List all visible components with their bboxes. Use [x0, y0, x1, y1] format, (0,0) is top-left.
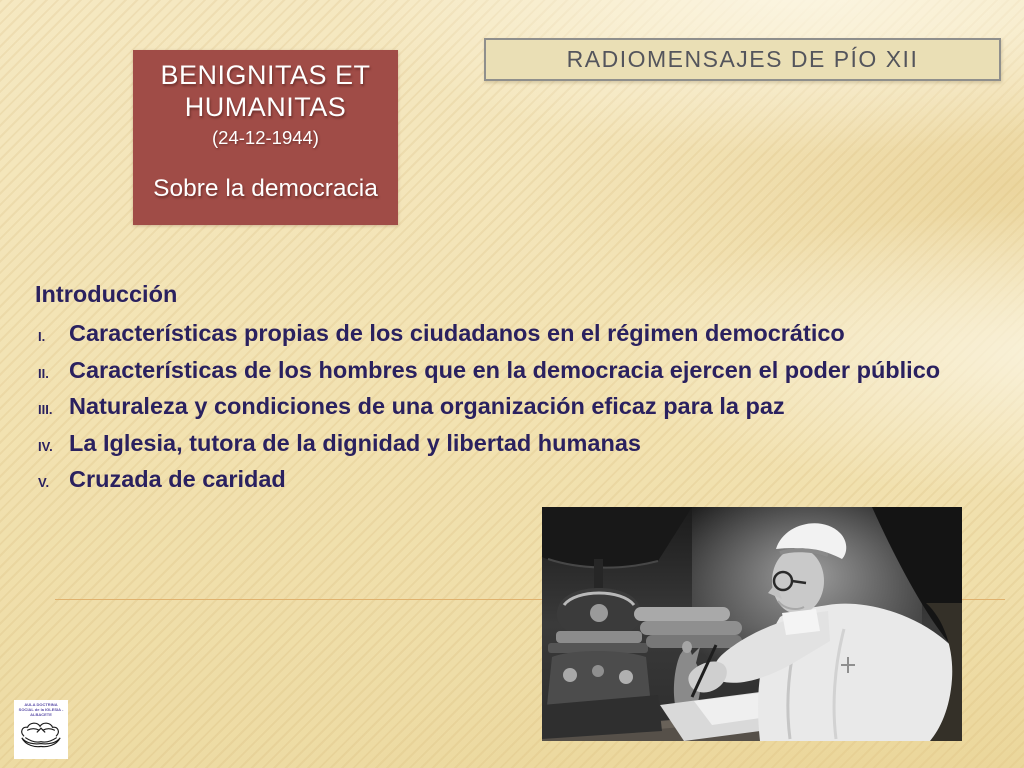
outline-item-5	[35, 462, 1020, 499]
aula-logo-text	[14, 702, 68, 717]
outline-item-5-text: Cruzada de caridad	[69, 466, 286, 493]
pope-pius-xii-photo	[542, 507, 962, 741]
cupped-hands-icon	[18, 718, 64, 750]
slide-header-label: RADIOMENSAJES DE PÍO XII	[566, 46, 919, 72]
encyclical-date: (24-12-1944)	[212, 126, 319, 148]
aula-logo-line1: AULA DOCTRINA	[24, 702, 58, 707]
outline-item-1-text: Características propias de los ciudadanos en el régimen democrático	[69, 320, 845, 346]
aula-logo-line2: SOCIAL de la IGLESIA -	[18, 707, 64, 712]
outline-item-1-numeral: I.	[38, 329, 46, 344]
aula-logo	[14, 700, 68, 759]
outline-item-5-numeral: V.	[38, 475, 50, 491]
outline-item-1	[35, 316, 1020, 353]
outline-item-2-text: Características de los hombres que en la democracia ejercen el poder público	[69, 356, 941, 383]
outline-item-3-text: Naturaleza y condiciones de una organización eficaz para la paz	[69, 393, 785, 420]
encyclical-title: BENIGNITAS ET HUMANITAS	[160, 60, 371, 122]
outline-item-4-text: La Iglesia, tutora de la dignidad y libertad humanas	[69, 429, 641, 456]
outline-item-4	[35, 426, 1020, 463]
pope-photo-illustration	[542, 507, 962, 741]
outline-item-3-numeral: III.	[38, 402, 53, 418]
slide-header	[484, 38, 1001, 81]
outline-list	[35, 279, 1020, 499]
encyclical-subtitle: Sobre la democracia	[153, 174, 378, 202]
outline-intro: Introducción	[35, 281, 178, 307]
outline-item-2-numeral: II.	[38, 365, 49, 381]
aula-logo-line3: ALBACETE	[30, 712, 52, 717]
outline-item-2	[35, 353, 1020, 390]
title-box	[133, 50, 398, 225]
outline-item-4-numeral: IV.	[38, 438, 53, 454]
outline-item-3	[35, 389, 1020, 426]
